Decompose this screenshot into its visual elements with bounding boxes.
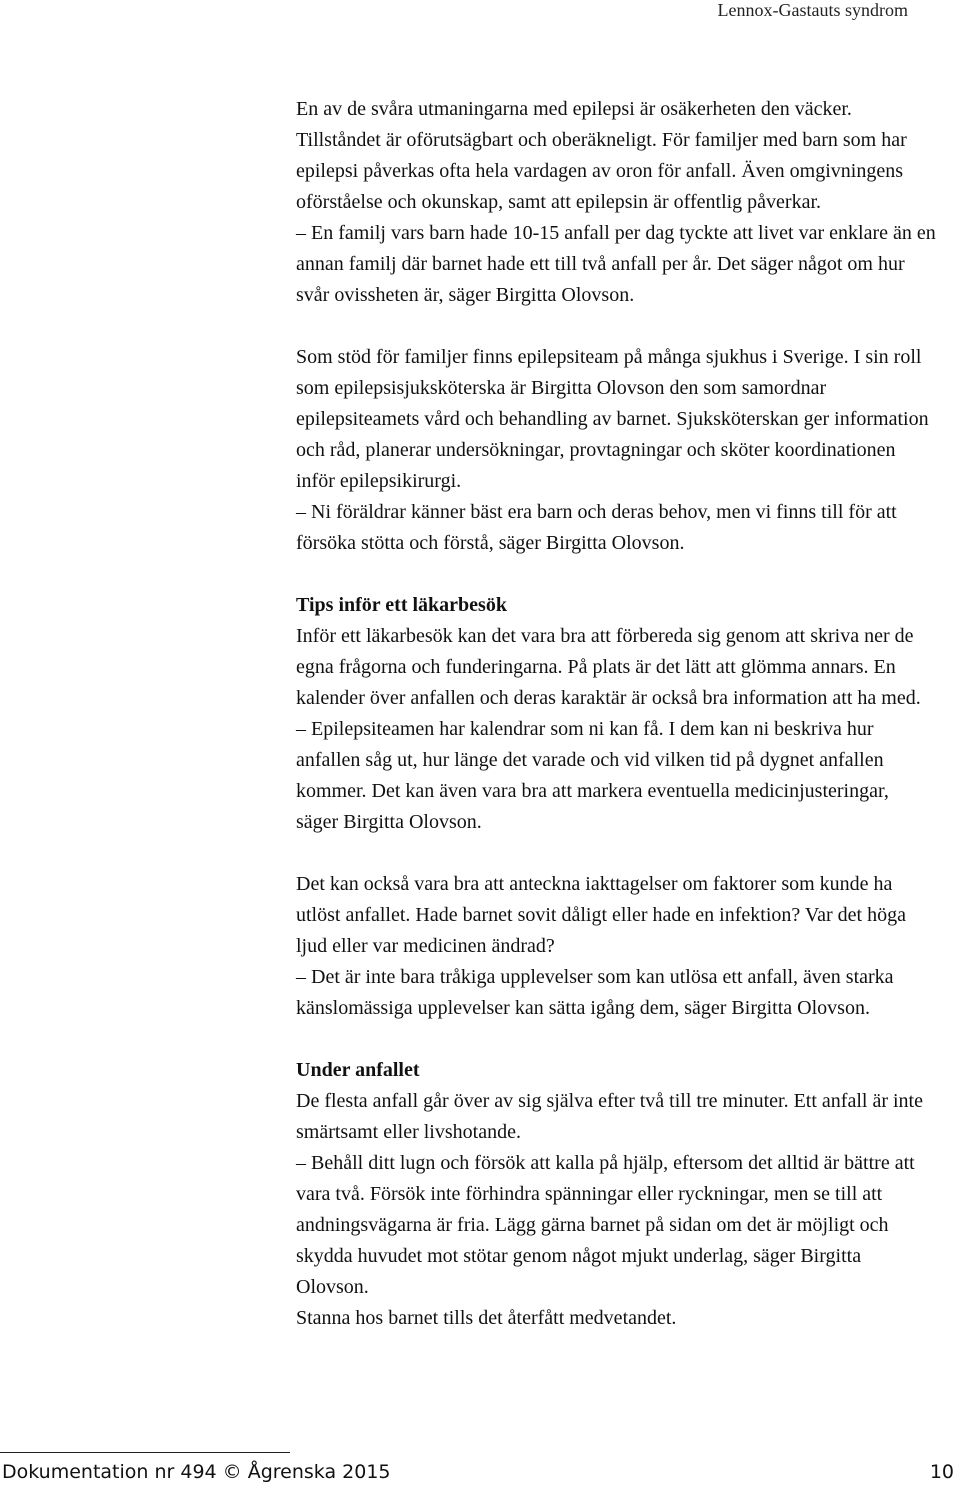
paragraph: Som stöd för familjer finns epilepsiteam på många sjukhus i Sverige. I sin roll som epilepsisjuksköterska är Birgitta Olovson den som samordnar epilepsiteamets vård och behandling av barnet. Sjuksköterskan ger information och råd, planerar undersökningar, provtagningar och sköter koordinationen inför epilepsikirurgi. <box>296 346 929 492</box>
quote-paragraph: – En familj vars barn hade 10-15 anfall per dag tyckte att livet var enklare än en annan familj där barnet hade ett till två anfall per år. Det säger något om hur svår ovissheten är, säger Birgitta Olovson. <box>296 222 936 306</box>
section-heading: Under anfallet <box>296 1059 420 1081</box>
quote-paragraph: – Ni föräldrar känner bäst era barn och deras behov, men vi finns till för att försöka stötta och förstå, säger Birgitta Olovson. <box>296 501 897 554</box>
quote-paragraph: – Det är inte bara tråkiga upplevelser som kan utlösa ett anfall, även starka känslomässiga upplevelser kan sätta igång dem, säger Birgitta Olovson. <box>296 966 894 1019</box>
section-heading: Tips inför ett läkarbesök <box>296 594 507 616</box>
running-title: Lennox-Gastauts syndrom <box>717 0 908 20</box>
paragraph: De flesta anfall går över av sig själva efter två till tre minuter. Ett anfall är inte smärtsamt eller livshotande. <box>296 1090 923 1143</box>
article-body <box>296 94 936 1334</box>
quote-paragraph: – Epilepsiteamen har kalendrar som ni kan få. I dem kan ni beskriva hur anfallen såg ut, hur länge det varade och vid vilken tid på dygnet anfallen kommer. Det kan även vara bra att markera eventuella medicinjusteringar, säger Birgitta Olovson. <box>296 718 889 833</box>
page-number: 10 <box>929 1461 954 1483</box>
paragraph: Det kan också vara bra att anteckna iakttagelser om faktorer som kunde ha utlöst anfallet. Hade barnet sovit dåligt eller hade en infektion? Var det höga ljud eller var medicinen ändrad? <box>296 873 906 957</box>
paragraph: Stanna hos barnet tills det återfått medvetandet. <box>296 1307 677 1329</box>
quote-paragraph: – Behåll ditt lugn och försök att kalla på hjälp, eftersom det alltid är bättre att vara två. Försök inte förhindra spänningar eller ryckningar, men se till att andningsvägarna är fria. Lägg gärna barnet på sidan om det är möjligt och skydda huvudet mot stötar genom något mjukt underlag, säger Birgitta Olovson. <box>296 1152 915 1298</box>
footer-publication: Dokumentation nr 494 © Ågrenska 2015 <box>2 1461 391 1483</box>
paragraph: En av de svåra utmaningarna med epilepsi är osäkerheten den väcker. Tillståndet är oförutsägbart och oberäkneligt. För familjer med barn som har epilepsi påverkas ofta hela vardagen av oron för anfall. Även omgivningens oförståelse och okunskap, samt att epilepsin är offentlig påverkar. <box>296 98 907 213</box>
footer-divider <box>0 1452 290 1453</box>
paragraph: Inför ett läkarbesök kan det vara bra att förbereda sig genom att skriva ner de egna frågorna och funderingarna. På plats är det lätt att glömma annars. En kalender över anfallen och deras karaktär är också bra information att ha med. <box>296 625 921 709</box>
